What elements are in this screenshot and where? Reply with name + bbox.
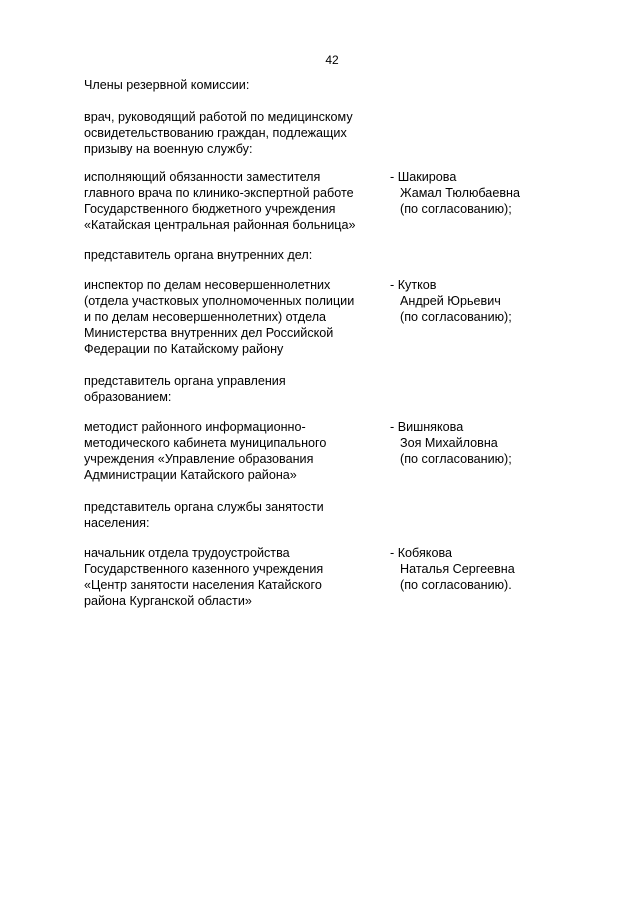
member-position (84, 277, 390, 357)
section-title: Члены резервной комиссии: (84, 78, 250, 92)
person-note: (по согласованию). (400, 578, 512, 592)
role-heading-education (84, 373, 384, 405)
position-line: методического кабинета муниципального (84, 436, 327, 450)
position-line: «Катайская центральная районная больница» (84, 218, 356, 232)
person-name: Наталья Сергеевна (400, 562, 515, 576)
person-name: Жамал Тюлюбаевна (400, 186, 520, 200)
member-person (390, 545, 564, 609)
person-surname: - Кобякова (390, 546, 452, 560)
member-position (84, 169, 390, 233)
role-heading-line: населения: (84, 516, 150, 530)
role-heading-line: представитель органа управления (84, 374, 286, 388)
member-entry-kutkov (84, 277, 564, 357)
position-line: главного врача по клинико-экспертной работе (84, 186, 354, 200)
member-position (84, 545, 390, 609)
member-entry-kobyakova (84, 545, 564, 609)
role-heading-employment (84, 499, 384, 531)
page-number: 42 (325, 53, 339, 67)
member-person (390, 419, 564, 483)
person-surname: - Кутков (390, 278, 437, 292)
member-person (390, 169, 564, 233)
role-heading-line: представитель органа службы занятости (84, 500, 324, 514)
person-surname: - Шакирова (390, 170, 457, 184)
person-note: (по согласованию); (400, 452, 512, 466)
person-note: (по согласованию); (400, 202, 512, 216)
member-position (84, 419, 390, 483)
role-heading-line: освидетельствованию граждан, подлежащих (84, 126, 347, 140)
position-line: и по делам несовершеннолетних) отдела (84, 310, 327, 324)
role-heading-line: призыву на военную службу: (84, 142, 253, 156)
role-heading-line: врач, руководящий работой по медицинскому (84, 110, 353, 124)
position-line: района Курганской области» (84, 594, 252, 608)
position-line: Администрации Катайского района» (84, 468, 297, 482)
document-body (84, 77, 564, 621)
position-line: учреждения «Управление образования (84, 452, 314, 466)
position-line: (отдела участковых уполномоченных полиции (84, 294, 355, 308)
person-note: (по согласованию); (400, 310, 512, 324)
position-line: Государственного казенного учреждения (84, 562, 324, 576)
member-entry-vishnyakova (84, 419, 564, 483)
person-surname: - Вишнякова (390, 420, 464, 434)
role-heading-medical (84, 109, 384, 157)
position-line: инспектор по делам несовершеннолетних (84, 278, 331, 292)
member-person (390, 277, 564, 357)
position-line: «Центр занятости населения Катайского (84, 578, 322, 592)
position-line: исполняющий обязанности заместителя (84, 170, 321, 184)
position-line: Министерства внутренних дел Российской (84, 326, 334, 340)
position-line: Федерации по Катайскому району (84, 342, 284, 356)
position-line: начальник отдела трудоустройства (84, 546, 290, 560)
person-name: Зоя Михайловна (400, 436, 498, 450)
position-line: Государственного бюджетного учреждения (84, 202, 336, 216)
role-heading-police (84, 247, 384, 263)
member-entry-shakirova (84, 169, 564, 233)
role-heading-line: образованием: (84, 390, 172, 404)
position-line: методист районного информационно- (84, 420, 306, 434)
person-name: Андрей Юрьевич (400, 294, 501, 308)
role-heading-line: представитель органа внутренних дел: (84, 248, 313, 262)
